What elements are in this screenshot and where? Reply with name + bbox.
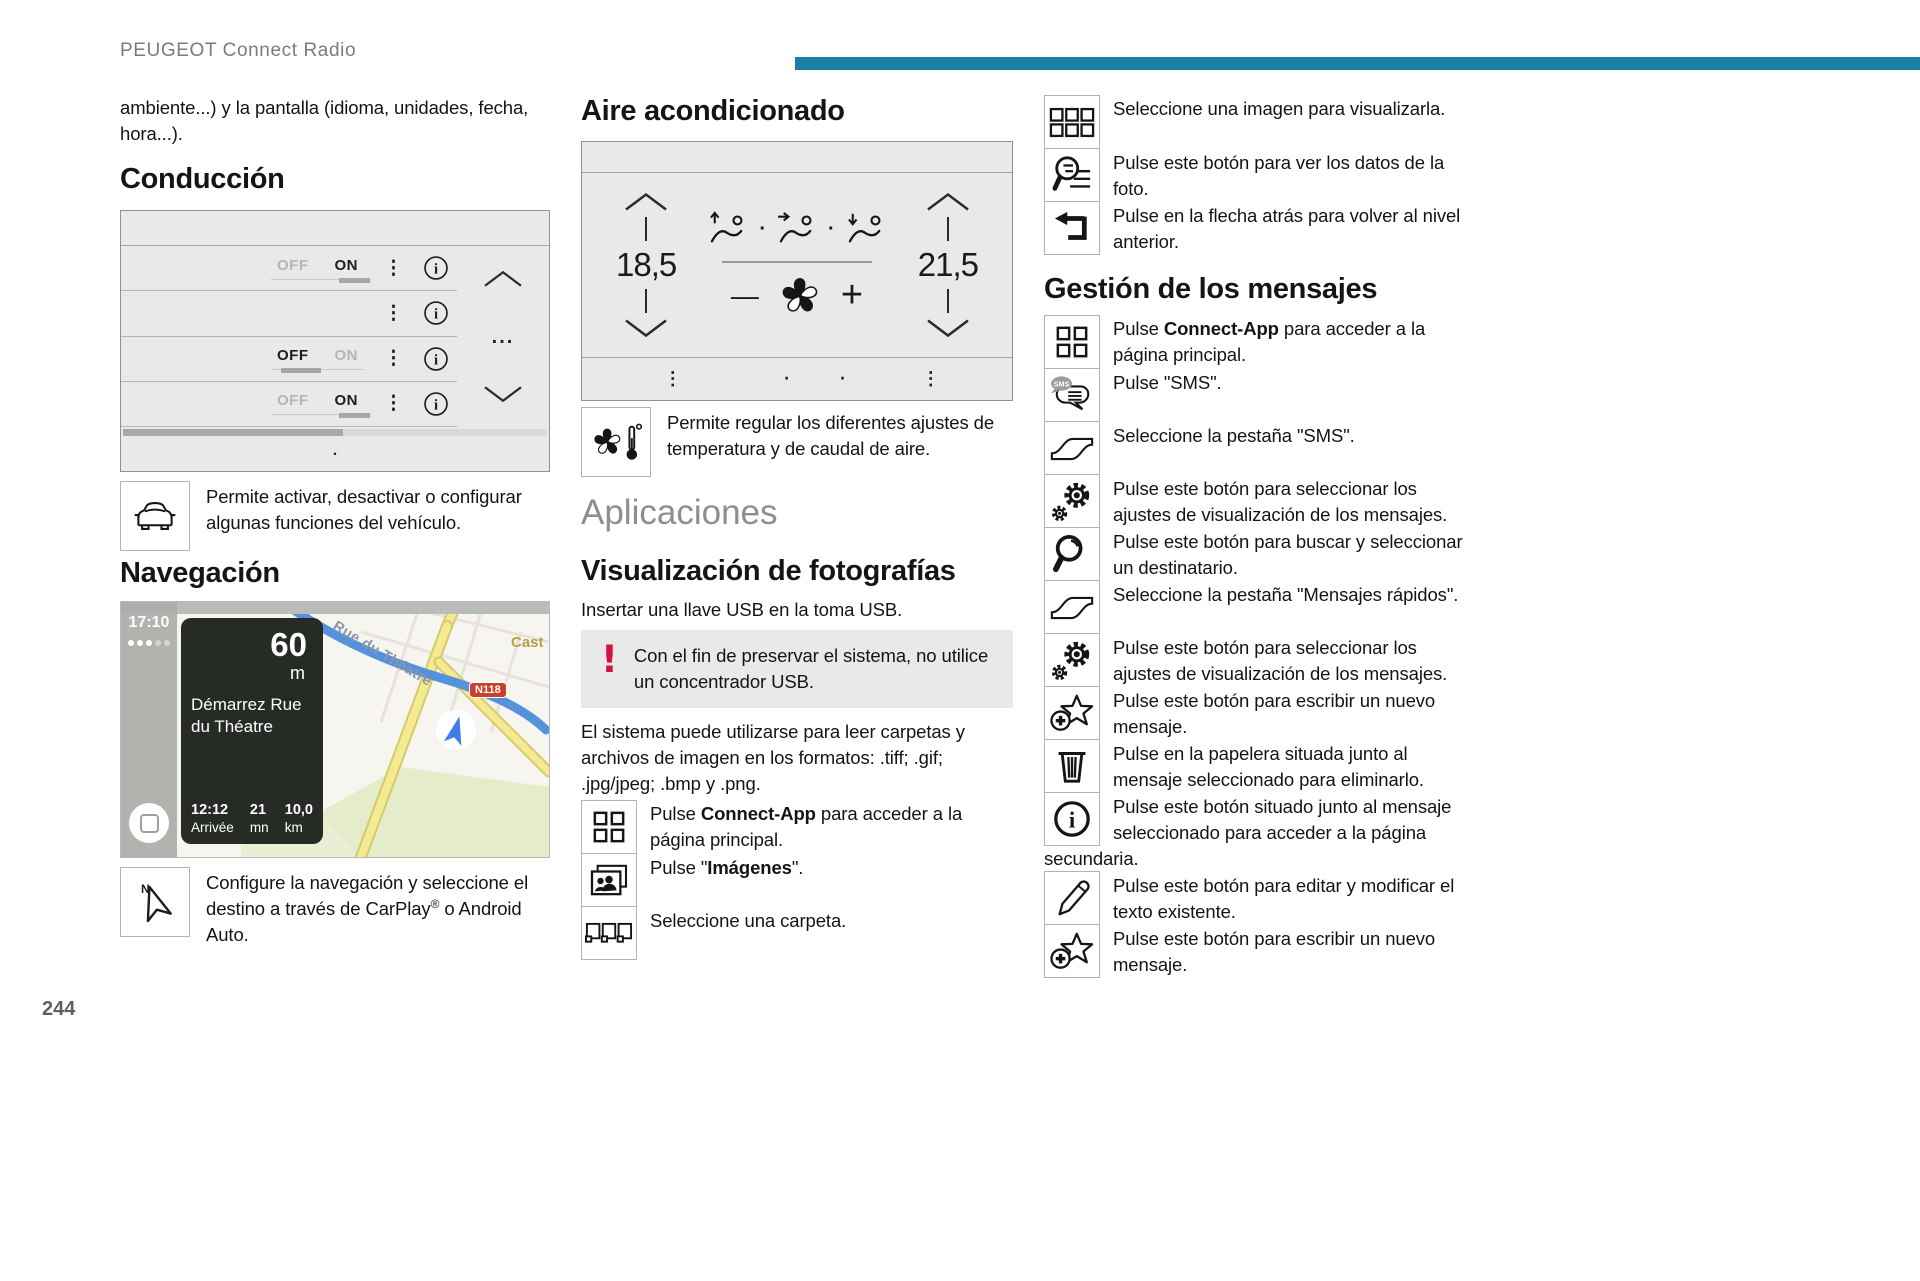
- instruction-step: [1044, 793, 1478, 872]
- star-plus-icon: [1049, 692, 1095, 734]
- total-distance: 10,0: [284, 802, 313, 818]
- connect-app-grid-icon: [1055, 325, 1089, 359]
- message-steps: [1044, 315, 1478, 978]
- navigation-screenshot: [120, 601, 550, 858]
- fan-increase: +: [840, 274, 864, 317]
- maneuver-distance-unit: m: [290, 663, 305, 683]
- info-icon: [423, 300, 449, 326]
- page-number: 244: [42, 998, 76, 1020]
- maneuver-distance: 60: [270, 626, 307, 663]
- step-text: Pulse este botón para escribir un nuevo mensaje.: [1113, 690, 1436, 737]
- new-message-icon-box: [1044, 924, 1100, 978]
- off-on-toggle: [271, 257, 364, 280]
- photo-steps: [581, 800, 1013, 960]
- carplay-sidebar: [121, 602, 177, 857]
- column-right: [1044, 95, 1478, 978]
- trash-icon-box: [1044, 739, 1100, 793]
- step-text: Pulse este botón para editar y modificar el texto existente.: [1113, 875, 1455, 922]
- instruction-step: [1044, 740, 1478, 793]
- settings-row: [121, 291, 457, 336]
- image-grid-icon: [1049, 107, 1095, 138]
- warning-box: [581, 630, 1013, 708]
- instruction-step: [1044, 872, 1478, 925]
- instruction-step: [1044, 634, 1478, 687]
- tab-icon-box: [1044, 421, 1100, 475]
- toggle-on-label: ON: [334, 392, 358, 410]
- instruction-step: [581, 854, 1013, 907]
- search-icon: [1052, 534, 1092, 574]
- ellipsis: ...: [491, 325, 515, 348]
- images-icon-box: [581, 853, 637, 907]
- instruction-step: [1044, 581, 1478, 634]
- vent-front-seat-icon: [775, 211, 819, 247]
- step-text: Pulse en la flecha atrás para volver al nivel anterior.: [1113, 205, 1461, 252]
- settings-gears-icon-box: [1044, 474, 1100, 528]
- carplay-home-button: [129, 803, 169, 843]
- image-grid-icon-box: [1044, 95, 1100, 149]
- search-icon-box: [1044, 527, 1100, 581]
- info-icon: [1052, 799, 1092, 839]
- more-options-icon: ⋮: [384, 393, 403, 415]
- climate-screenshot: [581, 141, 1013, 401]
- home-glyph: [140, 814, 159, 833]
- step-text: Pulse este botón para seleccionar los ajustes de visualización de los mensajes.: [1113, 637, 1448, 684]
- footer-dot: ·: [840, 368, 846, 389]
- folders-icon: [585, 920, 633, 947]
- photo-data-magnifier-icon: [1051, 155, 1093, 195]
- map-place-label: Cast: [511, 634, 544, 651]
- climate-caption: [581, 407, 1013, 481]
- column-left: [120, 95, 550, 948]
- chevron-up-icon: [481, 270, 525, 288]
- back-arrow-icon-box: [1044, 201, 1100, 255]
- driving-title: Conducción: [120, 163, 285, 195]
- climate-caption-text: Permite regular los diferentes ajustes de temperatura y de caudal de aire.: [667, 412, 995, 459]
- separator-dot: ·: [828, 217, 835, 240]
- toggle-off-label: OFF: [277, 347, 309, 365]
- info-icon: [423, 346, 449, 372]
- screenshot-top-strip: [121, 602, 549, 614]
- tab-icon: [1049, 594, 1095, 621]
- fan-icon: [777, 273, 823, 319]
- chevron-down-icon: [623, 318, 669, 338]
- navigation-arrow-icon: [133, 880, 177, 924]
- warning-text: Con el fin de preservar el sistema, no utilice un concentrador USB.: [633, 645, 989, 692]
- temp-left-control: [616, 192, 676, 338]
- divider: [947, 289, 949, 313]
- info-icon-box: [1044, 792, 1100, 846]
- settings-rows: [121, 246, 457, 427]
- step-text: Pulse en la papelera situada junto al mensaje seleccionado para eliminarlo.: [1113, 743, 1424, 790]
- step-text: Pulse Connect-App para acceder a la página principal.: [1113, 318, 1426, 365]
- page-header: PEUGEOT Connect Radio: [120, 40, 357, 61]
- driving-caption: [120, 481, 550, 555]
- driving-caption-text: Permite activar, desactivar o configurar algunas funciones del vehículo.: [206, 486, 522, 533]
- new-message-icon-box: [1044, 686, 1100, 740]
- instruction-step: [1044, 687, 1478, 740]
- step-text: Pulse este botón para seleccionar los ajustes de visualización de los mensajes.: [1113, 478, 1448, 525]
- registered-mark: ®: [430, 896, 440, 911]
- navigation-icon-box: [120, 867, 190, 937]
- horizontal-scrollbar: [123, 429, 547, 436]
- fan-decrease: —: [730, 279, 759, 311]
- photos-intro: Insertar una llave USB en la toma USB.: [581, 599, 903, 620]
- chevron-down-icon: [925, 318, 971, 338]
- images-icon: [589, 863, 629, 897]
- trash-icon: [1055, 747, 1089, 785]
- toggle-on-label: ON: [334, 347, 358, 365]
- gears-icon: [1050, 638, 1094, 682]
- connect-app-icon-box: [1044, 315, 1100, 369]
- vehicle-icon-box: [120, 481, 190, 551]
- temp-right-control: [918, 192, 978, 338]
- gears-icon: [1050, 479, 1094, 523]
- instruction-step: [1044, 202, 1478, 255]
- back-arrow-icon: [1052, 210, 1092, 246]
- screenshot-footer: [582, 357, 1012, 400]
- step-text: Pulse este botón para escribir un nuevo mensaje.: [1113, 928, 1436, 975]
- instruction-step: [581, 800, 1013, 854]
- edit-icon-box: [1044, 871, 1100, 925]
- divider: [645, 289, 647, 313]
- total-distance-unit: km: [284, 820, 303, 835]
- column-middle: [581, 95, 1013, 960]
- chevron-down-icon: [481, 385, 525, 403]
- step-text: Pulse este botón para buscar y seleccionar un destinatario.: [1113, 531, 1463, 578]
- instruction-step: [1044, 422, 1478, 475]
- street-label: Rue du Théatre: [329, 618, 435, 690]
- step-text: Seleccione una imagen para visualizarla.: [1113, 98, 1446, 119]
- temp-left-value: 18,5: [616, 246, 677, 283]
- settings-row: [121, 337, 457, 382]
- maneuver-instruction: Démarrez Rue du Théatre: [191, 695, 302, 737]
- car-icon: [131, 499, 179, 533]
- caption-text: o Android Auto.: [206, 898, 522, 945]
- photos-title: Visualización de fotografías: [581, 555, 956, 587]
- screenshot-header-strip: [121, 211, 549, 246]
- step-text: Seleccione la pestaña "Mensajes rápidos".: [1113, 584, 1459, 605]
- instruction-step: [581, 907, 1013, 960]
- arrival-time: 12:12: [191, 802, 229, 818]
- footer-dot: .: [332, 442, 338, 459]
- accent-bar: [795, 57, 1920, 70]
- sms-bubble-icon: [1049, 375, 1095, 415]
- star-plus-icon: [1049, 930, 1095, 972]
- map-position-cursor: [432, 706, 480, 754]
- fan-speed-row: [731, 273, 863, 319]
- step-text: Pulse "Imágenes".: [650, 857, 804, 878]
- more-options-icon: ⋮: [384, 348, 403, 370]
- arrival-label: Arrivée: [191, 820, 234, 835]
- screenshot-header-strip: [582, 142, 1012, 173]
- duration-value: 21: [249, 802, 267, 818]
- settings-row: [121, 246, 457, 291]
- instruction-step: [1044, 925, 1478, 978]
- chevron-up-icon: [925, 192, 971, 212]
- instruction-step: [1044, 149, 1478, 202]
- toggle-on-label: ON: [334, 256, 358, 274]
- photos-body: El sistema puede utilizarse para leer carpetas y archivos de imagen en los formatos: .tiff; .gif; .jpg/jpeg; .bmp y .png.: [581, 721, 965, 794]
- temp-right-value: 21,5: [917, 246, 978, 283]
- navigation-caption: [120, 867, 550, 948]
- guidance-card: [181, 618, 323, 844]
- off-on-toggle: [271, 392, 364, 415]
- info-icon: [423, 391, 449, 417]
- warning-icon: !: [601, 638, 618, 681]
- fan-thermometer-icon: [590, 419, 642, 465]
- pencil-icon: [1052, 878, 1092, 918]
- tab-icon: [1049, 435, 1095, 462]
- scrollbar-thumb: [123, 429, 343, 436]
- connect-app-icon-box: [581, 800, 637, 854]
- vent-down-seat-icon: [844, 211, 888, 247]
- info-icon: [423, 255, 449, 281]
- settings-row: [121, 382, 457, 427]
- step-text: Pulse "SMS".: [1113, 372, 1222, 393]
- driving-settings-screenshot: [120, 210, 550, 472]
- instruction-step: [1044, 528, 1478, 581]
- step-text: Pulse este botón situado junto al mensaje seleccionado para acceder a la página secundaria.: [1044, 796, 1452, 869]
- climate-title: Aire acondicionado: [581, 95, 845, 127]
- trip-summary: [191, 802, 313, 835]
- more-options-icon: ⋮: [384, 302, 403, 324]
- screenshot-footer: [121, 427, 549, 471]
- air-distribution-row: [706, 211, 887, 247]
- more-options-icon: ⋮: [384, 257, 403, 279]
- footer-dots-icon: ⋮: [921, 368, 940, 389]
- climate-icon-box: [581, 407, 651, 477]
- step-text: Pulse este botón para ver los datos de la foto.: [1113, 152, 1445, 199]
- toggle-off-label: OFF: [277, 392, 309, 410]
- settings-gears-icon-box: [1044, 633, 1100, 687]
- sms-icon-box: [1044, 368, 1100, 422]
- instruction-step: [1044, 369, 1478, 422]
- signal-dots: [121, 640, 177, 646]
- instruction-step: [1044, 315, 1478, 369]
- list-scroll-controls: [457, 246, 549, 427]
- footer-dot: ·: [784, 368, 791, 389]
- intro-paragraph: ambiente...) y la pantalla (idioma, unidades, fecha, hora...).: [120, 97, 529, 144]
- carplay-clock: 17:10: [128, 614, 170, 631]
- chevron-up-icon: [623, 192, 669, 212]
- step-text: Seleccione la pestaña "SMS".: [1113, 425, 1355, 446]
- instruction-step: [1044, 475, 1478, 528]
- photo-view-steps: [1044, 95, 1478, 255]
- divider: [722, 261, 872, 263]
- folders-icon-box: [581, 906, 637, 960]
- airflow-controls: [706, 211, 887, 319]
- vent-up-seat-icon: [706, 211, 750, 247]
- tab-icon-box: [1044, 580, 1100, 634]
- off-on-toggle: [271, 347, 364, 370]
- divider: [947, 217, 949, 241]
- duration-unit: mn: [249, 820, 269, 835]
- step-text: Pulse Connect-App para acceder a la página principal.: [650, 803, 963, 850]
- photo-info-icon-box: [1044, 148, 1100, 202]
- footer-dots-icon: ⋮: [663, 368, 682, 389]
- road-number-badge: N118: [469, 682, 507, 698]
- step-text: Seleccione una carpeta.: [650, 910, 847, 931]
- instruction-step: [1044, 95, 1478, 149]
- caption-text: Configure la navegación y seleccione el destino a través de CarPlay: [206, 872, 529, 919]
- toggle-off-label: OFF: [277, 256, 309, 274]
- separator-dot: ·: [759, 217, 766, 240]
- applications-section-title: Aplicaciones: [581, 493, 778, 532]
- divider: [645, 217, 647, 241]
- connect-app-grid-icon: [592, 810, 626, 844]
- messages-title: Gestión de los mensajes: [1044, 273, 1378, 305]
- navigation-title: Navegación: [120, 557, 280, 589]
